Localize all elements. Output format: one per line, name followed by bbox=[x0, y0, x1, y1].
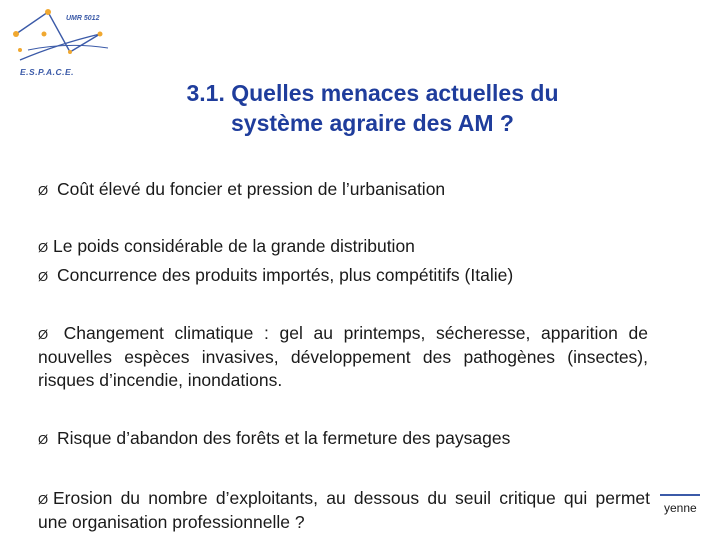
footer-rule bbox=[660, 494, 700, 496]
arrow-bullet-icon: Ø bbox=[38, 432, 49, 447]
arrow-bullet-icon: Ø bbox=[38, 327, 49, 342]
bullet-text: Risque d’abandon des forêts et la fermeture des paysages bbox=[57, 428, 511, 448]
bullet-text: Erosion du nombre d’exploitants, au dessous du seuil critique qui permet une organisation professionnelle ? bbox=[38, 488, 650, 532]
bullet-item-6 bbox=[38, 487, 650, 534]
bullet-item-5 bbox=[38, 427, 663, 451]
espace-logo bbox=[8, 4, 128, 80]
bullet-item-2 bbox=[38, 235, 663, 259]
bullet-text: Le poids considérable de la grande distribution bbox=[53, 236, 415, 256]
title-line-1: 3.1. Quelles menaces actuelles du bbox=[186, 80, 559, 106]
bullet-item-4 bbox=[38, 322, 648, 392]
slide-title bbox=[100, 78, 645, 138]
bullet-item-3 bbox=[38, 264, 663, 288]
bullet-item-1 bbox=[38, 178, 663, 202]
bullet-text: Coût élevé du foncier et pression de l’urbanisation bbox=[57, 179, 446, 199]
arrow-bullet-icon: Ø bbox=[38, 492, 49, 507]
arrow-bullet-icon: Ø bbox=[38, 269, 49, 284]
bullet-text: Changement climatique : gel au printemps, sécheresse, apparition de nouvelles espèces invasives, développement des pathogènes (insectes), risques d’incendie, inondations. bbox=[38, 323, 648, 390]
arrow-bullet-icon: Ø bbox=[38, 240, 49, 255]
bullet-text: Concurrence des produits importés, plus compétitifs (Italie) bbox=[57, 265, 514, 285]
footer-text: yenne bbox=[664, 501, 697, 515]
arrow-bullet-icon: Ø bbox=[38, 183, 49, 198]
logo-name-text: E.S.P.A.C.E. bbox=[20, 67, 75, 77]
logo-lab-text: UMR 5012 bbox=[66, 15, 100, 22]
title-line-2: système agraire des AM ? bbox=[231, 110, 514, 136]
